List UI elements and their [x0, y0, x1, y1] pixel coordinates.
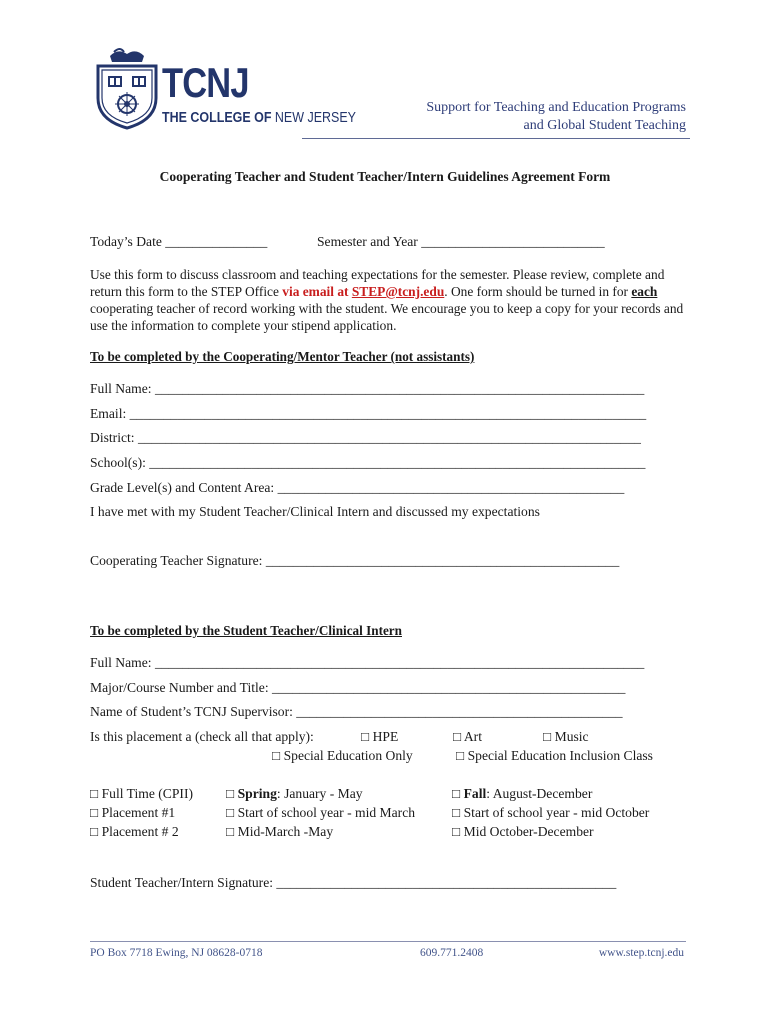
semester-year-field[interactable]: Semester and Year ___________________________	[317, 234, 605, 249]
fall-checkbox[interactable]: □ Fall: August-December	[452, 786, 593, 801]
special-ed-only-checkbox[interactable]: □ Special Education Only	[272, 748, 413, 763]
college-seal-icon	[96, 46, 158, 130]
student-full-name-field[interactable]: Full Name: ________________________________________________________________________	[90, 655, 645, 670]
fall-column	[452, 784, 649, 841]
coop-grade-content-field[interactable]: Grade Level(s) and Content Area: ___________________________________________________	[90, 480, 625, 495]
footer-phone: 609.771.2408	[420, 947, 484, 959]
instructions-paragraph: Use this form to discuss classroom and teaching expectations for the semester. Please review, complete and return this form to the STEP Office via email at STEP@tcnj.edu. One form should be turned in for each cooperating teacher of record working with the student. We encourage you to keep a copy for your records and use the information to complete your stipend application.	[90, 267, 684, 333]
form-title: Cooperating Teacher and Student Teacher/Intern Guidelines Agreement Form	[159, 169, 611, 184]
cooperating-section-heading: To be completed by the Cooperating/Mentor Teacher (not assistants)	[90, 349, 475, 364]
full-time-checkbox[interactable]: □ Full Time (CPII)	[90, 786, 194, 801]
placement-1-checkbox[interactable]: □ Placement #1	[90, 805, 176, 820]
department-line-2: and Global Student Teaching	[523, 118, 686, 133]
mid-march-may-checkbox[interactable]: □ Mid-March -May	[226, 824, 334, 839]
hpe-checkbox[interactable]: □ HPE	[361, 729, 399, 744]
footer-website-link[interactable]: www.step.tcnj.edu	[598, 947, 684, 959]
start-mid-october-checkbox[interactable]: □ Start of school year - mid October	[452, 805, 650, 820]
music-checkbox[interactable]: □ Music	[543, 729, 589, 744]
coop-email-field[interactable]: Email: ____________________________________________________________________________	[90, 406, 647, 421]
mid-oct-dec-checkbox[interactable]: □ Mid October-December	[452, 824, 594, 839]
coop-met-statement: I have met with my Student Teacher/Clinical Intern and discussed my expectations	[90, 504, 540, 519]
spring-column	[226, 784, 415, 841]
start-mid-march-checkbox[interactable]: □ Start of school year - mid March	[226, 805, 416, 820]
spring-checkbox[interactable]: □ Spring: January - May	[226, 786, 363, 801]
department-line-1: Support for Teaching and Education Programs	[426, 100, 686, 115]
coop-signature-field[interactable]: Cooperating Teacher Signature: ____________________________________________________	[90, 553, 620, 568]
step-email-link[interactable]: STEP@tcnj.edu	[351, 284, 445, 299]
footer-address: PO Box 7718 Ewing, NJ 08628-0718	[90, 947, 263, 959]
footer-divider	[90, 941, 686, 942]
placement-type-column	[90, 784, 193, 841]
coop-full-name-field[interactable]: Full Name: ________________________________________________________________________	[90, 381, 645, 396]
student-major-field[interactable]: Major/Course Number and Title: ____________________________________________________	[90, 680, 626, 695]
student-signature-field[interactable]: Student Teacher/Intern Signature: __________________________________________________	[90, 875, 617, 890]
coop-district-field[interactable]: District: __________________________________________________________________________	[90, 430, 641, 445]
tcnj-wordmark: TCNJ	[162, 59, 249, 106]
art-checkbox[interactable]: □ Art	[453, 729, 482, 744]
department-name	[426, 99, 686, 135]
todays-date-field[interactable]: Today’s Date _______________	[90, 234, 268, 249]
college-name: THE COLLEGE OF NEW JERSEY	[162, 110, 356, 126]
student-supervisor-field[interactable]: Name of Student’s TCNJ Supervisor: ________________________________________________	[90, 704, 623, 719]
coop-schools-field[interactable]: School(s): _________________________________________________________________________	[90, 455, 646, 470]
placement-question: Is this placement a (check all that apply):	[90, 729, 314, 744]
special-ed-inclusion-checkbox[interactable]: □ Special Education Inclusion Class	[456, 748, 653, 763]
student-section-heading: To be completed by the Student Teacher/Clinical Intern	[90, 623, 402, 638]
placement-2-checkbox[interactable]: □ Placement # 2	[90, 824, 179, 839]
header-divider	[302, 138, 690, 139]
